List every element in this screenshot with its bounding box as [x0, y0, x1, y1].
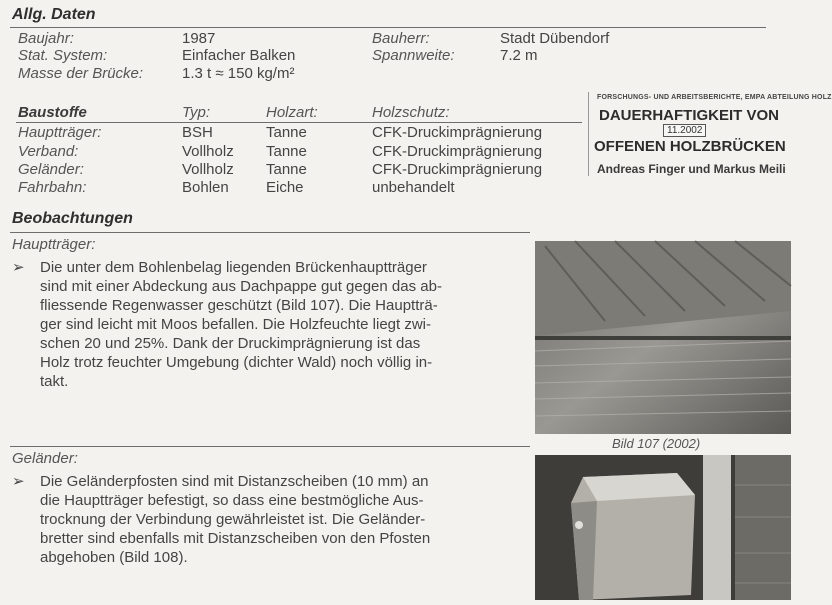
material-row-holzart: Tanne [266, 161, 307, 178]
material-row-typ: Vollholz [182, 161, 234, 178]
material-row-holzschutz: CFK-Druckimprägnierung [372, 143, 543, 160]
material-row-holzart: Tanne [266, 124, 307, 141]
report-date: 11.2002 [663, 124, 706, 137]
material-row-label: Verband: [18, 143, 79, 160]
report-authors: Andreas Finger und Markus Meili [597, 162, 786, 176]
paragraph-line: trocknung der Verbindung gewährleistet ist. Die Geländer- [40, 511, 426, 528]
report-info-box [588, 92, 832, 176]
material-row-label: Fahrbahn: [18, 179, 87, 196]
gelaender-paragraph [40, 472, 506, 567]
spannweite-value: 7.2 m [500, 47, 538, 64]
paragraph-line: bretter sind ebenfalls mit Distanzscheiben von den Pfosten [40, 530, 431, 547]
material-row-holzart: Eiche [266, 179, 304, 196]
bullet-icon: ➢ [12, 259, 25, 276]
bauherr-value: Stadt Dübendorf [500, 30, 610, 47]
material-row-typ: Vollholz [182, 143, 234, 160]
material-row-typ: Bohlen [182, 179, 229, 196]
report-title-line1: DAUERHAFTIGKEIT VON [599, 107, 779, 124]
paragraph-line: die Hauptträger befestigt, so dass eine bestmögliche Aus- [40, 492, 424, 509]
masse-value: 1.3 t ≈ 150 kg/m² [182, 65, 295, 82]
col-holzschutz-header: Holzschutz: [372, 104, 450, 121]
section-heading-allg-daten: Allg. Daten [12, 6, 96, 23]
material-row-label: Hauptträger: [18, 124, 102, 141]
haupttraeger-paragraph [40, 258, 508, 391]
material-row-holzschutz: unbehandelt [372, 179, 455, 196]
paragraph-line: abgehoben (Bild 108). [40, 549, 188, 566]
gelaender-sub-label: Geländer: [12, 450, 78, 467]
paragraph-line: schen 20 und 25%. Dank der Druckimprägnierung ist das [40, 335, 421, 352]
section-heading-beobachtungen: Beobachtungen [12, 210, 133, 227]
haupttraeger-sub-label: Hauptträger: [12, 236, 96, 253]
spannweite-label: Spannweite: [372, 47, 455, 64]
stat-system-label: Stat. System: [18, 47, 108, 64]
paragraph-line: takt. [40, 373, 69, 390]
col-typ-header: Typ: [182, 104, 211, 121]
col-holzart-header: Holzart: [266, 104, 318, 121]
paragraph-line: ger sind leicht mit Moos befallen. Die Holzfeuchte liegt zwi- [40, 316, 432, 333]
report-series: FORSCHUNGS- UND ARBEITSBERICHTE, EMPA ABTEILUNG HOLZ [597, 94, 832, 101]
photo-bild-108 [535, 455, 791, 600]
paragraph-line: Holz trotz feuchter Umgebung (dichter Wald) noch völlig in- [40, 354, 433, 371]
material-row-label: Geländer: [18, 161, 84, 178]
material-row-typ: BSH [182, 124, 213, 141]
paragraph-line: fliessende Regenwasser geschützt (Bild 107). Die Hauptträ- [40, 297, 438, 314]
baustoffe-heading: Baustoffe [18, 104, 87, 121]
photo-bild-107 [535, 241, 791, 434]
bauherr-label: Bauherr: [372, 30, 430, 47]
gelaender-rule [10, 446, 530, 447]
baujahr-value: 1987 [182, 30, 216, 47]
paragraph-line: Die Geländerpfosten sind mit Distanzscheiben (10 mm) an [40, 473, 429, 490]
material-row-holzschutz: CFK-Druckimprägnierung [372, 124, 543, 141]
heading-rule [10, 27, 766, 28]
baujahr-label: Baujahr: [18, 30, 74, 47]
paragraph-line: Die unter dem Bohlenbelag liegenden Brückenhauptträger [40, 259, 427, 276]
baustoffe-rule [16, 122, 582, 123]
beobachtungen-rule [10, 232, 530, 233]
stat-system-value: Einfacher Balken [182, 47, 296, 64]
masse-label: Masse der Brücke: [18, 65, 144, 82]
material-row-holzschutz: CFK-Druckimprägnierung [372, 161, 543, 178]
report-title-line2: OFFENEN HOLZBRÜCKEN [594, 138, 786, 155]
bullet-icon: ➢ [12, 473, 25, 490]
paragraph-line: sind mit einer Abdeckung aus Dachpappe gut gegen das ab- [40, 278, 442, 295]
material-row-holzart: Tanne [266, 143, 307, 160]
photo-caption-107: Bild 107 (2002) [612, 436, 701, 451]
